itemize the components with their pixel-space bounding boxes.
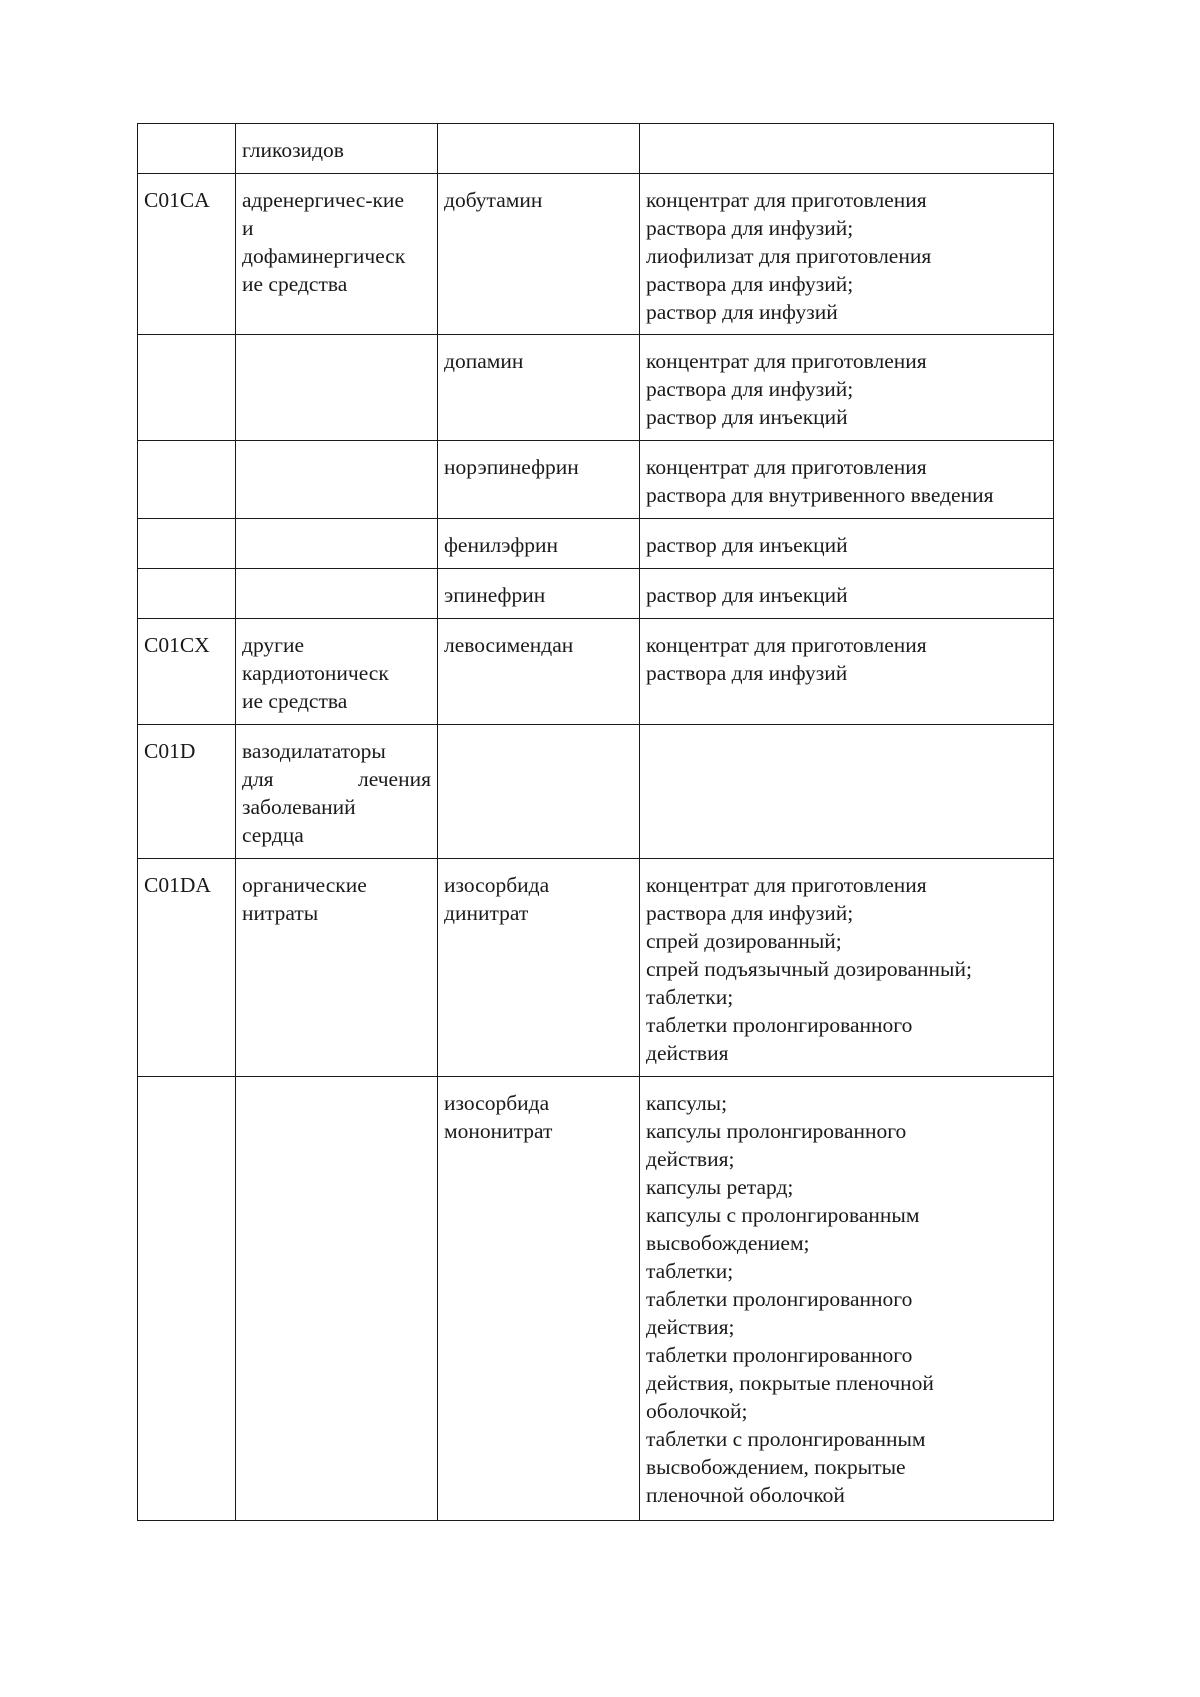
atc-code-cell: C01DA xyxy=(138,859,236,1077)
atc-code-cell: C01CA xyxy=(138,174,236,335)
table-row xyxy=(138,519,1054,569)
group-name-word: для xyxy=(242,767,274,791)
group-name-cell xyxy=(236,569,438,619)
atc-code-cell xyxy=(138,519,236,569)
drug-name-cell: норэпинефрин xyxy=(438,441,640,519)
dosage-form-cell: раствор для инъекций xyxy=(640,519,1054,569)
table-row xyxy=(138,174,1054,335)
group-name-cell: адренергичес-кие и дофаминергическ ие средства xyxy=(236,174,438,335)
group-name-line: сердца xyxy=(242,823,304,847)
group-name-line: вазодилататоры xyxy=(242,739,386,763)
atc-code-cell xyxy=(138,569,236,619)
atc-code-cell: C01CX xyxy=(138,619,236,725)
drug-name-cell: изосорбида мононитрат xyxy=(438,1077,640,1521)
table-row xyxy=(138,859,1054,1077)
table-row xyxy=(138,725,1054,859)
dosage-form-cell: концентрат для приготовления раствора для внутривенного введения xyxy=(640,441,1054,519)
atc-code-cell xyxy=(138,335,236,441)
group-name-cell: гликозидов xyxy=(236,124,438,174)
dosage-form-cell: концентрат для приготовления раствора для инфузий; раствор для инъекций xyxy=(640,335,1054,441)
table-row xyxy=(138,441,1054,519)
atc-code-cell xyxy=(138,124,236,174)
dosage-form-cell: концентрат для приготовления раствора для инфузий; лиофилизат для приготовления раствора для инфузий; раствор для инфузий xyxy=(640,174,1054,335)
drug-name-cell: эпинефрин xyxy=(438,569,640,619)
table-row xyxy=(138,1077,1054,1521)
drug-name-cell xyxy=(438,725,640,859)
group-name-cell xyxy=(236,725,438,859)
table-row xyxy=(138,335,1054,441)
dosage-form-cell xyxy=(640,124,1054,174)
drug-name-cell: добутамин xyxy=(438,174,640,335)
group-name-word: лечения xyxy=(358,767,431,791)
group-name-cell: органические нитраты xyxy=(236,859,438,1077)
drug-name-cell: фенилэфрин xyxy=(438,519,640,569)
group-name-line: заболеваний xyxy=(242,795,356,819)
drug-name-cell: левосимендан xyxy=(438,619,640,725)
drug-name-cell: изосорбида динитрат xyxy=(438,859,640,1077)
atc-code-cell: C01D xyxy=(138,725,236,859)
group-name-cell xyxy=(236,1077,438,1521)
drug-classification-table xyxy=(137,123,1054,1521)
drug-name-cell xyxy=(438,124,640,174)
drug-name-cell: допамин xyxy=(438,335,640,441)
dosage-form-cell xyxy=(640,725,1054,859)
table-row xyxy=(138,619,1054,725)
group-name-cell xyxy=(236,441,438,519)
dosage-form-cell: концентрат для приготовления раствора для инфузий xyxy=(640,619,1054,725)
dosage-form-cell: раствор для инъекций xyxy=(640,569,1054,619)
dosage-form-cell: капсулы; капсулы пролонгированного действия; капсулы ретард; капсулы с пролонгированным высвобождением; таблетки; таблетки пролонгированного действия; таблетки пролонгированного действия, покрытые пленочной оболочкой; таблетки с пролонгированным высвобождением, покрытые пленочной оболочкой xyxy=(640,1077,1054,1521)
group-name-cell xyxy=(236,335,438,441)
atc-code-cell xyxy=(138,441,236,519)
dosage-form-cell: концентрат для приготовления раствора для инфузий; спрей дозированный; спрей подъязычный дозированный; таблетки; таблетки пролонгированного действия xyxy=(640,859,1054,1077)
table-row xyxy=(138,124,1054,174)
table-row xyxy=(138,569,1054,619)
group-name-cell: другие кардиотоническ ие средства xyxy=(236,619,438,725)
group-name-line-justified xyxy=(242,765,431,793)
atc-code-cell xyxy=(138,1077,236,1521)
group-name-cell xyxy=(236,519,438,569)
